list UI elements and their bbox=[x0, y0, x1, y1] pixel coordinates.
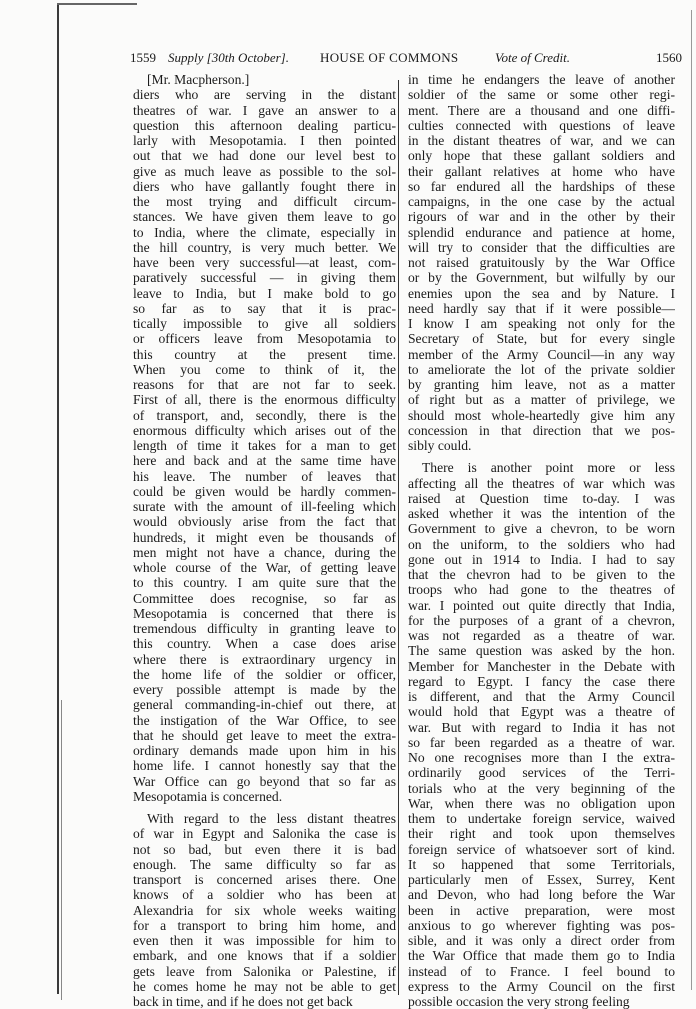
text-line: this country. When a case does arise bbox=[133, 636, 396, 652]
text-line: even then it was impossible for him to bbox=[133, 933, 396, 948]
text-line: of right but as a matter of privilege, we bbox=[408, 392, 675, 408]
text-line: paratively successful — in giving them bbox=[133, 270, 396, 286]
text-line: this country at the present time. bbox=[133, 346, 396, 362]
text-line: every possible attempt is made by the bbox=[133, 682, 396, 697]
text-line: where there is extraordinary urgency in bbox=[133, 651, 396, 667]
text-line: larly with Mesopotamia. I then pointed bbox=[133, 133, 396, 148]
text-line: only hope that these gallant soldiers and bbox=[408, 148, 675, 164]
text-line: men might not have a chance, during the bbox=[133, 544, 396, 560]
text-line: No one recognises more than I the extra- bbox=[408, 750, 675, 765]
speaker-attribution: [Mr. Macpherson.] bbox=[147, 72, 250, 87]
page-top-edge bbox=[57, 3, 137, 5]
text-line: the hill country, is very much better. We bbox=[133, 239, 396, 255]
text-line: tremendous difficulty in granting leave to bbox=[133, 621, 396, 636]
text-line: war. But with regard to India it has not bbox=[408, 719, 675, 735]
page-right-edge bbox=[691, 10, 692, 990]
paragraph bbox=[133, 811, 396, 1009]
text-line: War, when there was no obligation upon bbox=[408, 795, 675, 811]
text-line: on the uniform, to the soldiers who had bbox=[408, 536, 675, 552]
text-line: Mesopotamia is concerned. bbox=[133, 788, 283, 804]
text-line: that he should get leave to meet the extra- bbox=[133, 727, 396, 743]
page-binding-edge bbox=[57, 4, 59, 994]
column-divider bbox=[398, 80, 399, 995]
text-line: back in time, and if he does not get back bbox=[133, 994, 353, 1009]
text-line: by granting him leave, not as a matter bbox=[408, 377, 675, 392]
text-line: the most trying and difficult circum- bbox=[133, 194, 396, 209]
page-number-right: 1560 bbox=[656, 50, 682, 65]
text-line: that the chevron had to be given to the bbox=[408, 567, 675, 582]
text-line: ordinary demands made upon him in his bbox=[133, 743, 396, 758]
text-line: the War Office that made them go to India bbox=[408, 948, 675, 964]
text-line: sibly could. bbox=[408, 438, 472, 453]
text-line: enough. The same difficulty so far as bbox=[133, 856, 396, 872]
text-line: transport is concerned arises there. One bbox=[133, 872, 396, 887]
text-line: give as much leave as possible to the sol- bbox=[133, 163, 396, 179]
text-line: to ameliorate the lot of the private soldier bbox=[408, 361, 675, 377]
running-title-right: Vote of Credit. bbox=[495, 50, 570, 65]
running-title-left: Supply [30th October]. bbox=[168, 50, 289, 65]
paragraph-gap bbox=[408, 453, 675, 460]
text-line: With regard to the less distant theatres bbox=[147, 811, 396, 826]
text-line: length of time it takes for a man to get bbox=[133, 438, 396, 453]
text-line: he comes home he may not be able to get bbox=[133, 978, 396, 994]
text-line: surate with the amount of ill-feeling which bbox=[133, 499, 396, 514]
text-line: of war in Egypt and Salonika the case is bbox=[133, 826, 396, 842]
text-line: affecting all the theatres of war which was bbox=[408, 475, 675, 491]
text-line: their gallant relatives at home who have bbox=[408, 163, 675, 179]
text-line: Mesopotamia is concerned that there is bbox=[133, 605, 396, 621]
text-line: his leave. The number of leaves that bbox=[133, 468, 396, 484]
text-line: I know I am speaking not only for the bbox=[408, 316, 675, 331]
text-line: so far endured all the hardships of these bbox=[408, 178, 675, 194]
text-line: particularly men of Essex, Surrey, Kent bbox=[408, 872, 675, 887]
text-line: reasons for that are not far to seek. bbox=[133, 377, 396, 392]
running-title-center: HOUSE OF COMMONS bbox=[320, 50, 459, 65]
text-line: soldier of the same or some other regi- bbox=[408, 87, 675, 103]
text-line: to this country. I am quite sure that the bbox=[133, 575, 396, 591]
text-line: should most whole-heartedly give him any bbox=[408, 407, 675, 423]
text-line: gets leave from Salonika or Palestine, if bbox=[133, 963, 396, 979]
text-line: rigours of war and in the other by their bbox=[408, 209, 675, 225]
text-line: When you come to think of it, the bbox=[133, 361, 396, 377]
text-line: War Office can go beyond that so far as bbox=[133, 773, 396, 789]
text-line: diers who are serving in the distant bbox=[133, 87, 396, 103]
text-line: could be given would be hardly commen- bbox=[133, 483, 396, 499]
running-header bbox=[130, 50, 682, 68]
text-line: in the distant theatres of war, and we can bbox=[408, 133, 675, 148]
text-line: the instigation of the War Office, to see bbox=[133, 712, 396, 728]
text-line: foreign service of whatsoever sort of kind. bbox=[408, 841, 675, 857]
text-line: would obviously arise from the fact that bbox=[133, 514, 396, 530]
text-line: First of all, there is the enormous difficulty bbox=[133, 392, 396, 408]
text-line: is different, and that the Army Council bbox=[408, 689, 675, 704]
text-line: It so happened that some Territorials, bbox=[408, 856, 675, 872]
text-line: was not regarded as a theatre of war. bbox=[408, 628, 675, 643]
left-column-body bbox=[133, 87, 396, 1009]
text-line: them to undertake foreign service, waived bbox=[408, 811, 675, 826]
text-line: the home life of the soldier or officer, bbox=[133, 666, 396, 682]
text-line: sible, and it was only a direct order from bbox=[408, 933, 675, 948]
text-line: war. I pointed out quite directly that India, bbox=[408, 597, 675, 613]
text-line: not raised gratuitously by the War Office bbox=[408, 255, 675, 270]
text-line: would hold that Egypt was a theatre of bbox=[408, 704, 675, 720]
text-line: Secretary of State, but for every single bbox=[408, 331, 675, 347]
text-line: and Devon, who had long before the War bbox=[408, 887, 675, 903]
text-line: here and back and at the same time have bbox=[133, 453, 396, 469]
text-line: tically impossible to give all soldiers bbox=[133, 316, 396, 331]
right-column bbox=[408, 72, 675, 1009]
text-line: have been very successful—at least, com- bbox=[133, 255, 396, 270]
text-line: There is another point more or less bbox=[422, 460, 675, 476]
text-line: campaigns, in the one case by the actual bbox=[408, 194, 675, 209]
text-line: leave to India, but I make bold to go bbox=[133, 285, 396, 301]
text-line: ordinarily good services of the Terri- bbox=[408, 765, 675, 781]
text-line: need hardly say that if it were possible— bbox=[408, 300, 675, 316]
left-column bbox=[133, 72, 396, 1009]
text-line: culties connected with questions of leave bbox=[408, 117, 675, 133]
text-line: for the purposes of a grant of a chevron, bbox=[408, 612, 675, 628]
text-line: member of the Army Council—in any way bbox=[408, 346, 675, 362]
text-line: to India, where the climate, especially in bbox=[133, 224, 396, 240]
text-line: torials who at the very beginning of the bbox=[408, 780, 675, 796]
text-line: Government to give a chevron, to be worn bbox=[408, 521, 675, 537]
text-line: regard to Egypt. I fancy the case there bbox=[408, 673, 675, 689]
right-column-body bbox=[408, 72, 675, 1009]
page-binding-edge-inner bbox=[61, 700, 62, 1000]
text-line: stances. We have given them leave to go bbox=[133, 209, 396, 225]
text-line: express to the Army Council on the first bbox=[408, 978, 675, 994]
text-line: splendid endurance and patience at home, bbox=[408, 224, 675, 240]
paragraph bbox=[408, 460, 675, 1009]
text-line: home life. I cannot honestly say that the bbox=[133, 758, 396, 774]
text-line: Member for Manchester in the Debate with bbox=[408, 658, 675, 674]
text-line: their right and took upon themselves bbox=[408, 826, 675, 842]
text-line: anxious to go wherever fighting was pos- bbox=[408, 917, 675, 933]
text-line: out that we had done our level best to bbox=[133, 148, 396, 164]
text-line: will try to consider that the difficulties are bbox=[408, 239, 675, 255]
text-line: knows of a soldier who has been at bbox=[133, 887, 396, 903]
text-line: asked whether it was the intention of the bbox=[408, 506, 675, 521]
text-line: general commanding-in-chief out there, at bbox=[133, 697, 396, 713]
text-line: hundreds, it might even be thousands of bbox=[133, 529, 396, 545]
text-line: diers who have gallantly fought there in bbox=[133, 178, 396, 194]
text-line: troops who had gone to the theatres of bbox=[408, 582, 675, 598]
text-line: Alexandria for six whole weeks waiting bbox=[133, 902, 396, 918]
text-line: possible occasion the very strong feeling bbox=[408, 994, 630, 1009]
paragraph-gap bbox=[133, 804, 396, 811]
text-line: so far been regarded as a theatre of war. bbox=[408, 734, 675, 750]
text-line: been in active preparation, were most bbox=[408, 902, 675, 918]
text-line: gone out in 1914 to India. I had to say bbox=[408, 551, 675, 567]
text-line: theatres of war. I gave an answer to a bbox=[133, 102, 396, 118]
text-line: or by the Government, but wilfully by our bbox=[408, 270, 675, 286]
text-line: for a transport to bring him home, and bbox=[133, 917, 396, 933]
paragraph bbox=[133, 87, 396, 804]
text-line: not so bad, but even there it is bad bbox=[133, 841, 396, 857]
text-line: enemies upon the sea and by Nature. I bbox=[408, 285, 675, 301]
text-line: of transport, and, secondly, there is the bbox=[133, 407, 396, 423]
text-line: enormous difficulty which arises out of the bbox=[133, 422, 396, 438]
text-line: or officers leave from Mesopotamia to bbox=[133, 331, 396, 347]
text-line: ment. There are a thousand and one diffi- bbox=[408, 102, 675, 118]
text-line: whole course of the War, of getting leave bbox=[133, 560, 396, 575]
text-line: embark, and one knows that if a soldier bbox=[133, 948, 396, 964]
text-line: question this afternoon dealing particu- bbox=[133, 117, 396, 133]
text-line: so far as to say that it is prac- bbox=[133, 300, 396, 316]
text-line: The same question was asked by the hon. bbox=[408, 643, 675, 659]
text-line: raised at Question time to-day. I was bbox=[408, 490, 675, 506]
text-line: in time he endangers the leave of another bbox=[408, 72, 675, 87]
page-number-left: 1559 bbox=[130, 50, 156, 65]
text-line: Committee does recognise, so far as bbox=[133, 590, 396, 606]
paragraph bbox=[408, 72, 675, 453]
text-line: instead of to France. I feel bound to bbox=[408, 963, 675, 979]
text-line: concession in that direction that we pos- bbox=[408, 422, 675, 438]
